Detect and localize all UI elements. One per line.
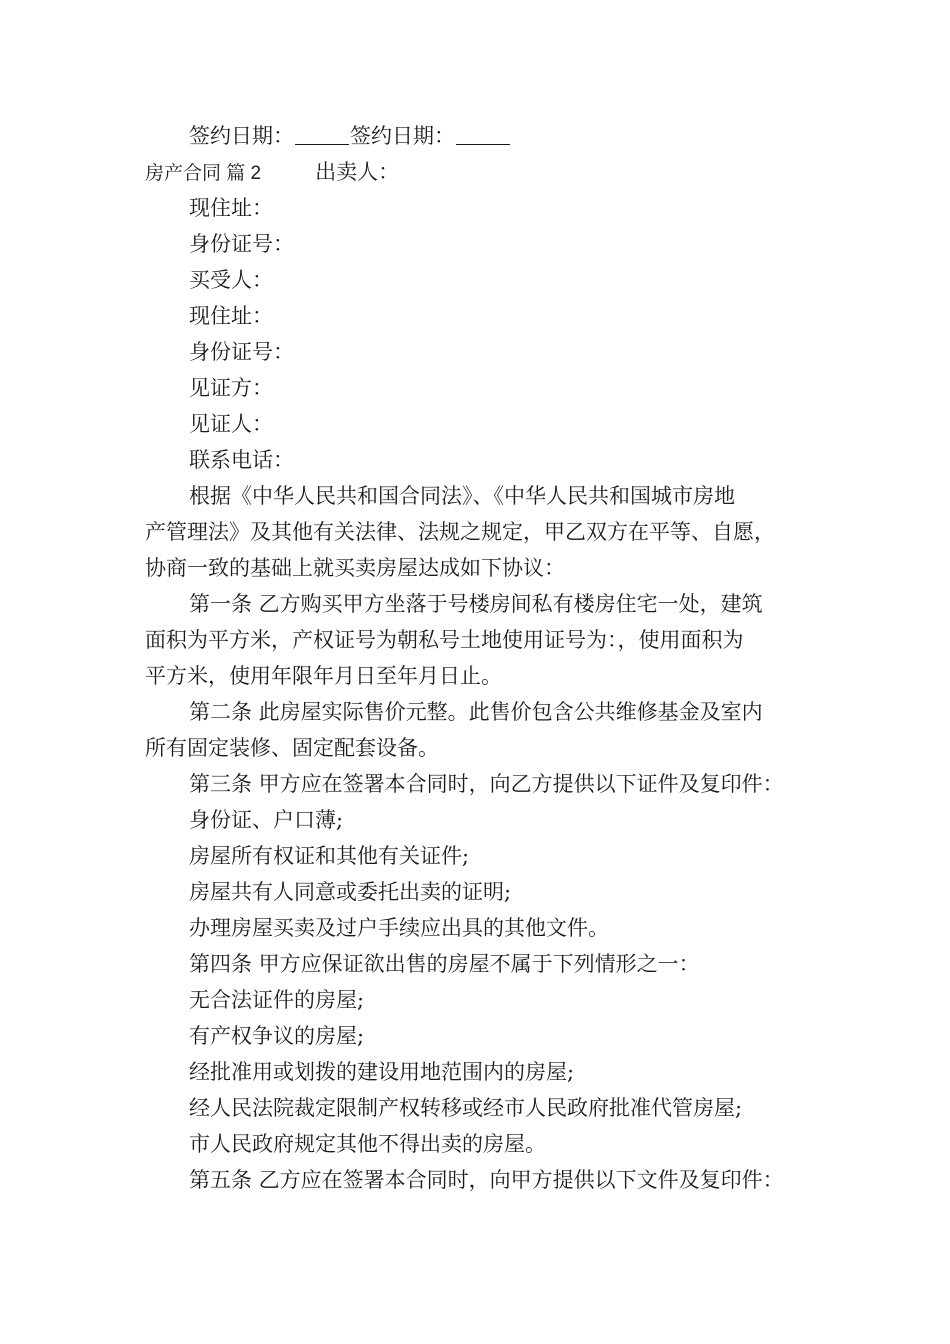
party-field: 身份证号： (189, 232, 294, 256)
party-field: 身份证号： (189, 340, 294, 364)
party-field: 联系电话： (189, 448, 294, 472)
paragraph-line: 面积为平方米，产权证号为朝私号土地使用证号为：，使用面积为 (145, 628, 744, 652)
seller-label: 出卖人： (315, 160, 400, 184)
party-field: 见证方： (189, 376, 273, 400)
list-item: 身份证、户口薄; (189, 808, 344, 832)
list-item: 办理房屋买卖及过户手续应出具的其他文件。 (189, 916, 609, 940)
list-item: 经人民法院裁定限制产权转移或经市人民政府批准代管房屋; (189, 1096, 743, 1120)
signing-date-blank-1 (295, 124, 349, 145)
paragraph-line: 协商一致的基础上就买卖房屋达成如下协议： (145, 556, 565, 580)
party-field: 见证人： (189, 412, 273, 436)
paragraph-line: 根据《中华人民共和国合同法》、《中华人民共和国城市房地 (189, 484, 735, 508)
party-field: 现住址： (189, 196, 273, 220)
list-item: 有产权争议的房屋; (189, 1024, 365, 1048)
article-1-paragraph (145, 586, 835, 694)
paragraph-line: 产管理法》及其他有关法律、法规之规定，甲乙双方在平等、自愿， (145, 520, 775, 544)
party-field: 现住址： (189, 304, 273, 328)
signing-date-label-1: 签约日期： (189, 124, 294, 148)
party-field: 买受人： (189, 268, 273, 292)
contract-title: 房产合同 篇 2 (145, 163, 262, 184)
list-item: 房屋所有权证和其他有关证件; (189, 844, 470, 868)
paragraph-line: 第一条 乙方购买甲方坐落于号楼房间私有楼房住宅一处，建筑 (189, 592, 763, 616)
document-body (145, 118, 835, 1198)
article-5-heading: 第五条 乙方应在签署本合同时，向甲方提供以下文件及复印件： (189, 1168, 784, 1192)
list-item: 市人民政府规定其他不得出卖的房屋。 (189, 1132, 546, 1156)
article-3-heading: 第三条 甲方应在签署本合同时，向乙方提供以下证件及复印件： (189, 772, 784, 796)
list-item: 经批准用或划拨的建设用地范围内的房屋; (189, 1060, 575, 1084)
article-4-heading: 第四条 甲方应保证欲出售的房屋不属于下列情形之一： (189, 952, 700, 976)
paragraph-line: 第二条 此房屋实际售价元整。此售价包含公共维修基金及室内 (189, 700, 763, 724)
signing-date-row (145, 118, 835, 154)
signing-date-label-2: 签约日期： (350, 124, 455, 148)
contract-heading-row (145, 154, 835, 190)
list-item: 无合法证件的房屋; (189, 988, 365, 1012)
paragraph-line: 所有固定装修、固定配套设备。 (145, 736, 439, 760)
preamble-paragraph (145, 478, 835, 586)
signing-date-blank-2 (456, 124, 510, 145)
list-item: 房屋共有人同意或委托出卖的证明; (189, 880, 512, 904)
paragraph-line: 平方米，使用年限年月日至年月日止。 (145, 664, 502, 688)
article-2-paragraph (145, 694, 835, 766)
